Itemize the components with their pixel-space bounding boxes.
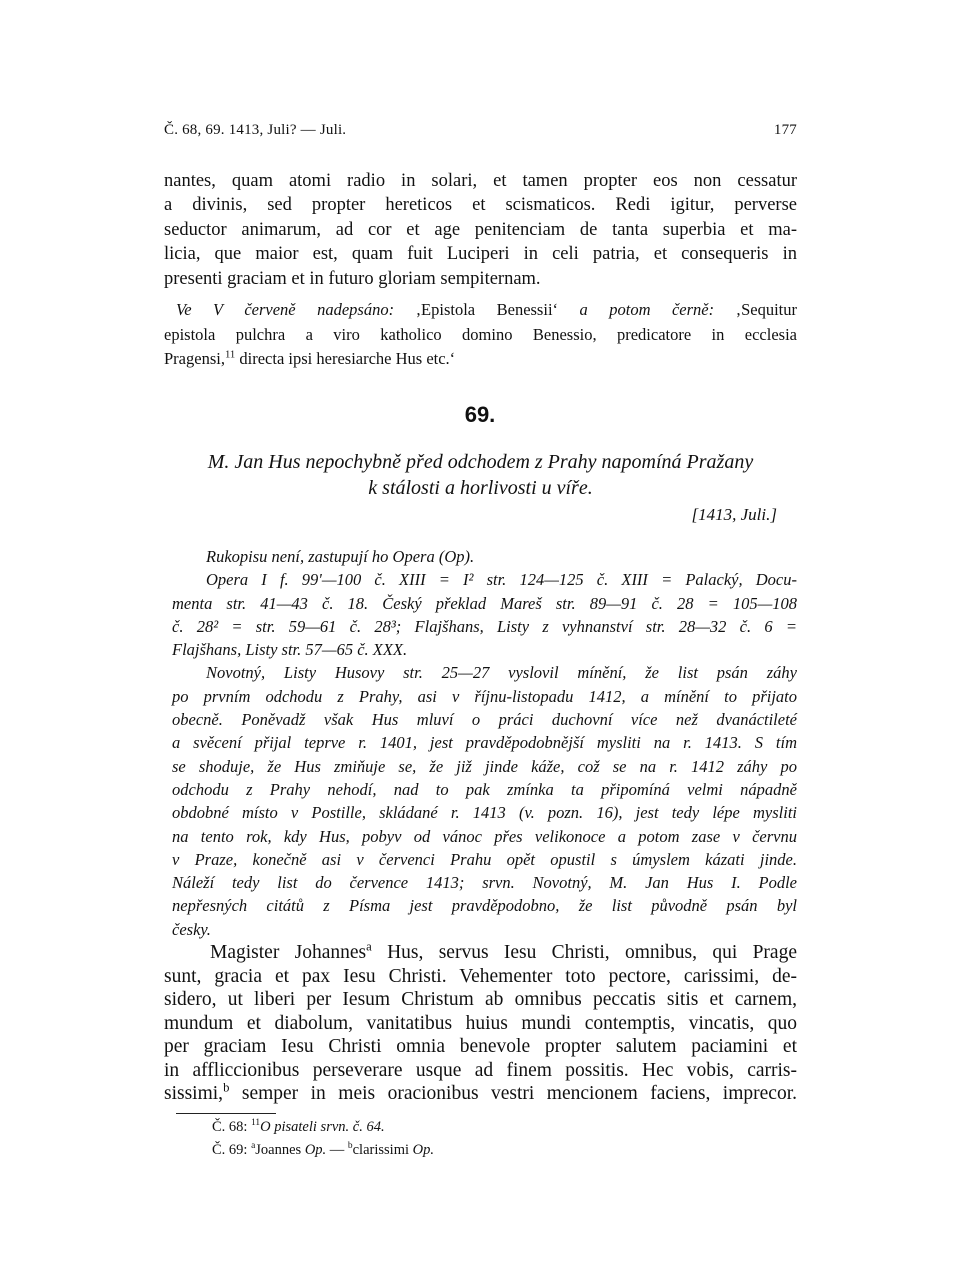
letter-line: sidero, ut liberi per Iesum Christum ab omnibus peccatis sitis et carnem, xyxy=(164,989,797,1010)
apparatus-line: obdobné místo v Postille, skládané r. 1413 (v. pozn. 16), jest tedy lépe mysliti xyxy=(172,803,797,823)
footnote: Č. 68: $^{11}$O pisateli srvn. č. 64. xyxy=(212,1118,385,1135)
letter-line: per graciam Iesu Christi omnia benevole propter salutem paciamini et xyxy=(164,1036,797,1057)
apparatus-line: česky. xyxy=(172,919,211,939)
note-line: Pragensi,$^{11}$ directa ipsi heresiarche Hus etc.‘ xyxy=(164,348,456,369)
footnote-divider xyxy=(176,1113,276,1114)
page-number: 177 xyxy=(773,122,797,138)
apparatus-line: Flajšhans, Listy str. 57—65 č. XXX. xyxy=(172,640,408,660)
letter-text xyxy=(164,941,797,1106)
document-title xyxy=(164,449,797,501)
apparatus-line: Opera I f. 99'—100 č. XIII = I² str. 124—125 č. XIII = Palacký, Docu- xyxy=(206,570,797,590)
letter-line: in affliccionibus perseverare usque ad finem possitis. Hec vobis, carris- xyxy=(164,1059,797,1081)
apparatus-line: menta str. 41—43 č. 18. Český překlad Mareš str. 89—91 č. 28 = 105—108 xyxy=(172,593,797,613)
apparatus-line: a svěcení přijal teprve r. 1401, jest pravděpodobnější mysliti na r. 1413. S tím xyxy=(172,733,797,753)
letter-line: Magister Johannes$^a$ Hus, servus Iesu Christi, omnibus, qui Prage xyxy=(210,939,797,963)
apparatus-line: Náleží tedy list do července 1413; srvn. Novotný, M. Jan Hus I. Podle xyxy=(172,873,797,893)
footnote: Č. 69: $^a$Joannes Op. — $^b$clarissimi Op. xyxy=(212,1141,434,1158)
text-line: licia, que maior est, quam fuit Luciperi in celi patria, et consequeris in xyxy=(164,244,797,265)
apparatus-line: č. 28² = str. 59—61 č. 28³; Flajšhans, Listy z vyhnanství str. 28—32 č. 6 = xyxy=(172,616,797,636)
text-line: seductor animarum, ad cor et age penitenciam de tanta superbia et ma- xyxy=(164,219,797,240)
text-line: presenti graciam et in futuro gloriam sempiternam. xyxy=(164,268,541,289)
title-line: k stálosti a horlivosti u víře. xyxy=(368,477,593,499)
note-line: Ve V červeně nadepsáno: ‚Epistola Benessii‘ a potom černě: ‚Sequitur xyxy=(176,300,797,319)
apparatus-line: v Praze, konečně asi v červenci Prahu opět opustil s úmyslem kázati jinde. xyxy=(172,849,797,869)
apparatus-line: odchodu z Prahy nehodí, nad to pak zmínka ta připomíná velmi nápadně xyxy=(172,779,797,799)
critical-apparatus xyxy=(172,545,797,941)
document-date: [1413, Juli.] xyxy=(691,505,777,524)
apparatus-line: obecně. Poněvadž však Hus mluví o práci duchovní více než dvanáctileté xyxy=(172,710,797,730)
document-number: 69. xyxy=(464,402,496,427)
apparatus-line: po prvním odchodu z Prahy, asi v říjnu-listopadu 1412, a mínění to přijato xyxy=(172,686,797,706)
letter-line: sunt, gracia et pax Iesu Christi. Vehementer toto pectore, carissimi, de- xyxy=(164,965,797,987)
apparatus-line: Rukopisu není, zastupují ho Opera (Op). xyxy=(206,547,475,566)
letter-line: mundum et diabolum, vanitatibus huius mundi contemptis, vincatis, quo xyxy=(164,1012,797,1034)
letter-line: sissimi,$^b$ semper in meis oracionibus vestri mencionem faciens, imprecor. xyxy=(164,1080,797,1104)
title-line: M. Jan Hus nepochybně před odchodem z Prahy napomíná Pražany xyxy=(207,451,754,473)
apparatus-line: nepřesných citátů z Písma jest pravděpodobno, že list původně psán byl xyxy=(172,896,797,916)
apparatus-line: se shoduje, že Hus zmiňuje se, že již jinde káže, což se na r. 1412 záhy po xyxy=(172,756,797,776)
running-header-left: Č. 68, 69. 1413, Juli? — Juli. xyxy=(164,122,347,138)
text-line: nantes, quam atomi radio in solari, et tamen propter eos non cessatur xyxy=(164,171,797,191)
text-line: a divinis, sed propter hereticos et scismaticos. Redi igitur, perverse xyxy=(164,195,797,216)
apparatus-line: na tento rok, kdy Hus, pobyv od vánoc přes velikonoce a potom zase v červnu xyxy=(172,826,797,846)
continued-letter-text xyxy=(164,169,797,291)
note-line: epistola pulchra a viro katholico domino Benessio, predicatore in ecclesia xyxy=(164,324,797,344)
apparatus-line: Novotný, Listy Husovy str. 25—27 vyslovil mínění, že list psán záhy xyxy=(206,663,797,683)
rubric-note xyxy=(164,298,797,372)
